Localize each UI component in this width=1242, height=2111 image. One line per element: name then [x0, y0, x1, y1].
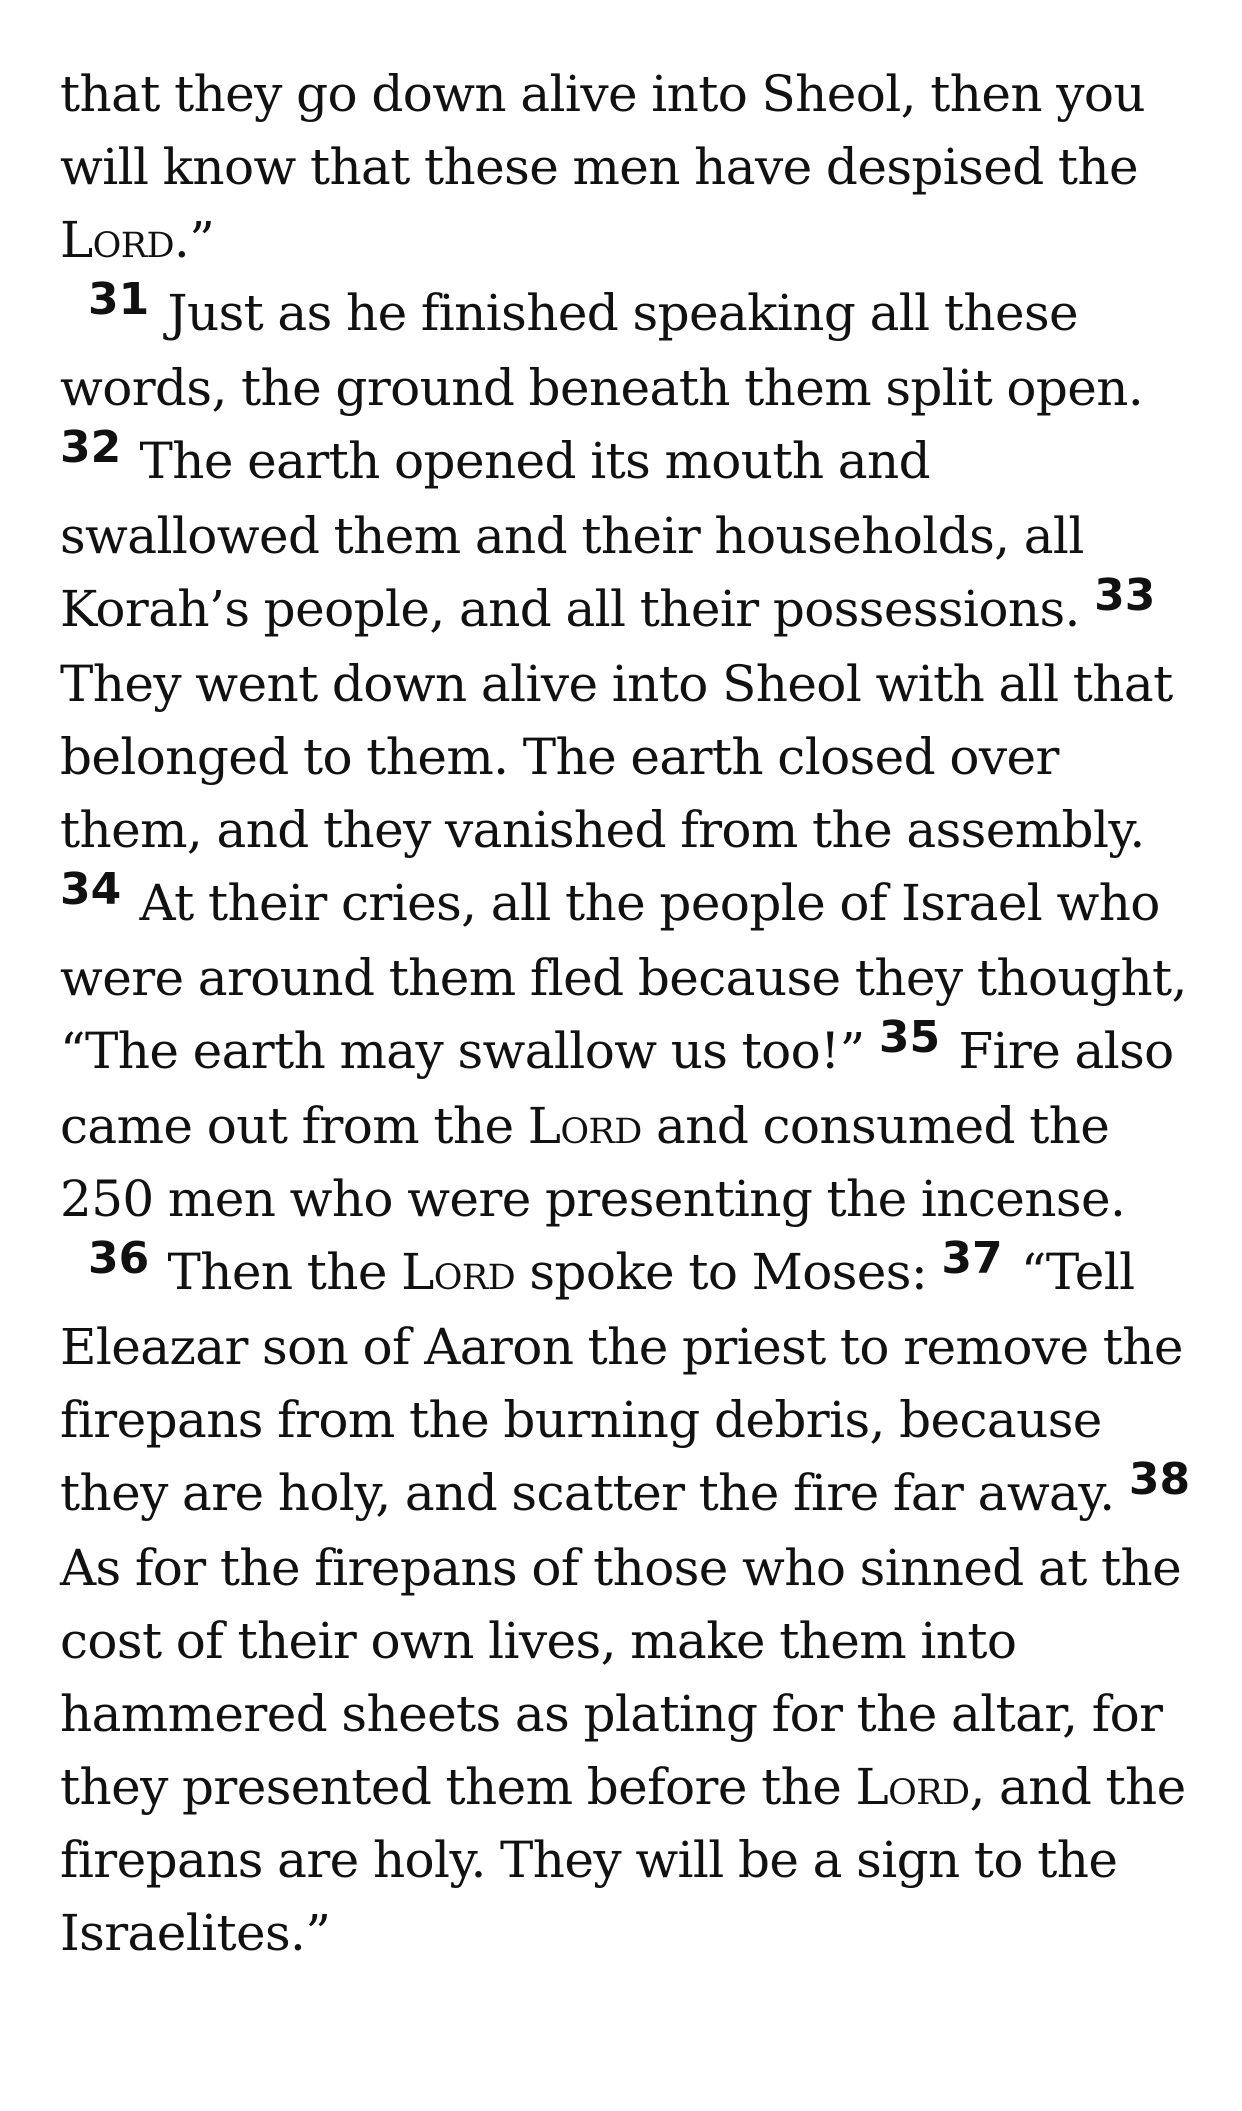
divine-name: Lord — [401, 1243, 516, 1301]
verse-number-38[interactable]: 38 — [1128, 1454, 1191, 1505]
verse-34-text[interactable]: At their cries, all the people of Israel who were around them fled because they thought, “The earth may swallow us too!” — [60, 874, 1187, 1080]
divine-name: Lord — [60, 211, 174, 269]
divine-name: Lord — [527, 1097, 642, 1155]
verse-number-37[interactable]: 37 — [941, 1233, 1003, 1284]
verse-number-33[interactable]: 33 — [1094, 570, 1156, 621]
verse-text: .” — [173, 211, 215, 269]
verse-35-text[interactable]: and consumed the 250 men who were presenting the incense. — [60, 1097, 1126, 1228]
verse-number-35[interactable]: 35 — [878, 1012, 941, 1063]
paragraph-continuation — [60, 58, 1200, 277]
verse-36-text[interactable]: spoke to Moses: — [515, 1243, 942, 1301]
paragraph — [60, 1233, 1200, 1970]
verse-37-text[interactable]: “Tell Eleazar son of Aaron the priest to remove the firepans from the burning debris, because they are holy, and scatter the fire far away. — [60, 1243, 1183, 1522]
scripture-reader[interactable] — [60, 58, 1200, 1970]
verse-number-36[interactable]: 36 — [88, 1233, 150, 1284]
verse-number-31[interactable]: 31 — [88, 274, 150, 325]
verse-36-text[interactable]: Then the — [167, 1243, 402, 1301]
verse-33-text[interactable]: They went down alive into Sheol with all that belonged to them. The earth closed over them, and they vanished from the assembly. — [60, 655, 1173, 859]
paragraph — [60, 274, 1200, 1236]
verse-text: that they go down alive into Sheol, then you will know that these men have despised the — [60, 65, 1145, 196]
verse-number-34[interactable]: 34 — [60, 864, 122, 915]
verse-31-text[interactable]: Just as he finished speaking all these words, the ground beneath them split open. — [60, 284, 1144, 417]
verse-38-text[interactable]: , and the firepans are holy. They will be a sign to the Israelites.” — [60, 1758, 1186, 1962]
verse-32-text[interactable]: The earth opened its mouth and swallowed them and their households, all Korah’s people, and all their possessions. — [60, 432, 1095, 638]
verse-35-text[interactable]: Fire also came out from the — [60, 1022, 1174, 1155]
verse-38-text[interactable]: As for the firepans of those who sinned at the cost of their own lives, make them into hammered sheets as plating for the altar, for they presented them before the — [60, 1539, 1182, 1816]
divine-name: Lord — [855, 1758, 970, 1816]
verse-number-32[interactable]: 32 — [60, 422, 122, 473]
